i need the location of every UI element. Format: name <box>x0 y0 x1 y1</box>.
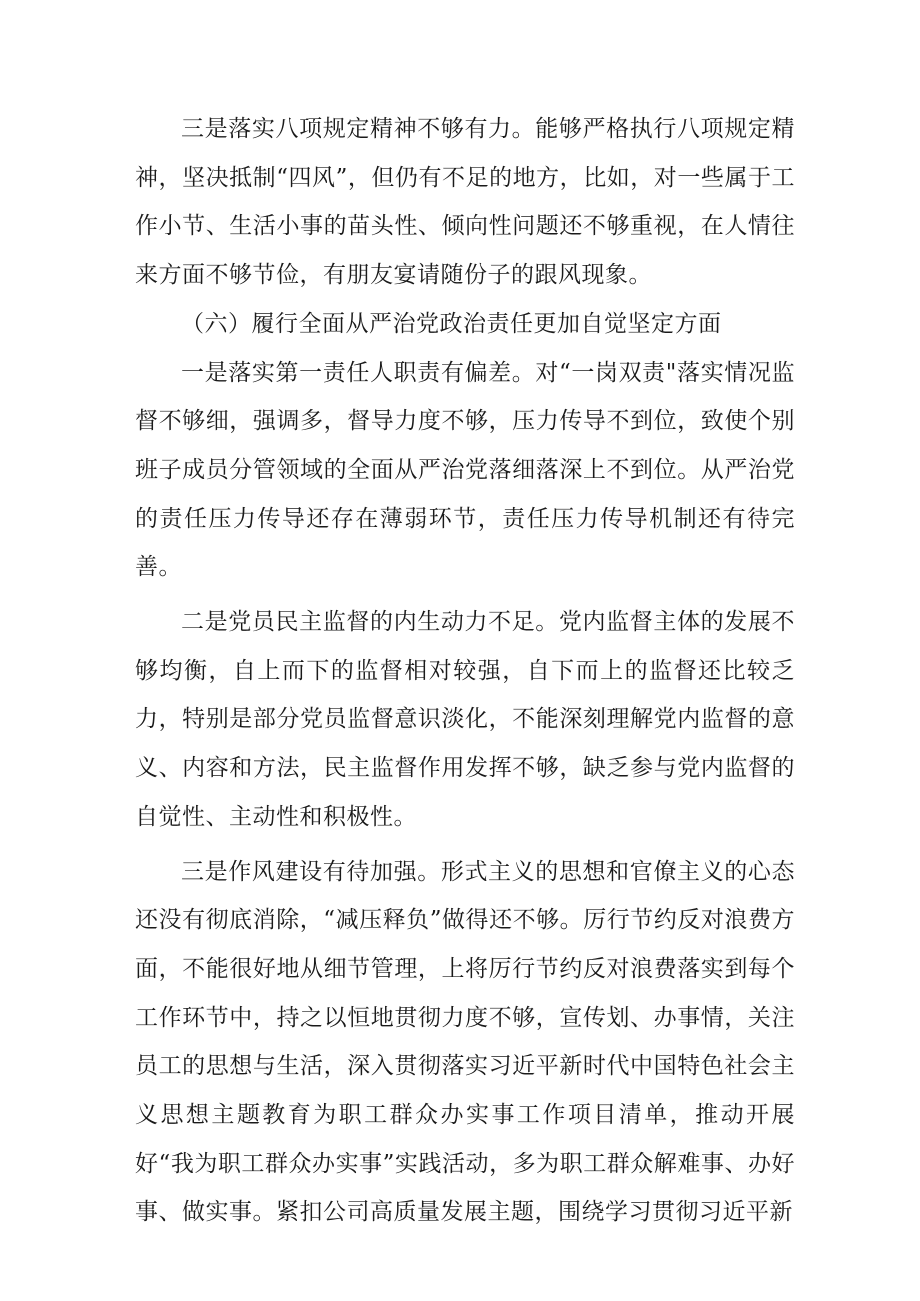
paragraph-work-style: 三是作风建设有待加强。形式主义的思想和官僚主义的心态还没有彻底消除，“减压释负”做得还不够。厉行节约反对浪费方面，不能很好地从细节管理，上将厉行节约反对浪费落实到每个工作环节中，持之以恒地贯彻力度不够，宣传划、办事情，关注员工的思想与生活，深入贯彻落实习近平新时代中国特色社会主义思想主题教育为职工群众办实事工作项目清单，推动开展好“我为职工群众办实事”实践活动，多为职工群众解难事、办好事、做实事。紧扣公司高质量发展主题，围绕学习贯彻习近平新 <box>135 858 795 1226</box>
document-body <box>135 105 795 1237</box>
paragraph-first-responsibility: 一是落实第一责任人职责有偏差。对“一岗双责"落实情况监督不够细，强调多，督导力度不够，压力传导不到位，致使个别班子成员分管领域的全面从严治党落细落深上不到位。从严治党的责任压力传导还存在薄弱环节，责任压力传导机制还有待完善。 <box>135 359 795 581</box>
paragraph-democratic-supervision: 二是党员民主监督的内生动力不足。党内监督主体的发展不够均衡，自上而下的监督相对较强，自下而上的监督还比较乏力，特别是部分党员监督意识淡化，不能深刻理解党内监督的意义、内容和方法，民主监督作用发挥不够，缺乏参与党内监督的自觉性、主动性和积极性。 <box>135 609 795 830</box>
section-heading-six: （六）履行全面从严治党政治责任更加自觉坚定方面 <box>181 310 722 337</box>
paragraph-eight-rules: 三是落实八项规定精神不够有力。能够严格执行八项规定精神，坚决抵制“四风”，但仍有不足的地方，比如，对一些属于工作小节、生活小事的苗头性、倾向性问题还不够重视，在人情往来方面不够节俭，有朋友宴请随份子的跟风现象。 <box>135 116 795 289</box>
